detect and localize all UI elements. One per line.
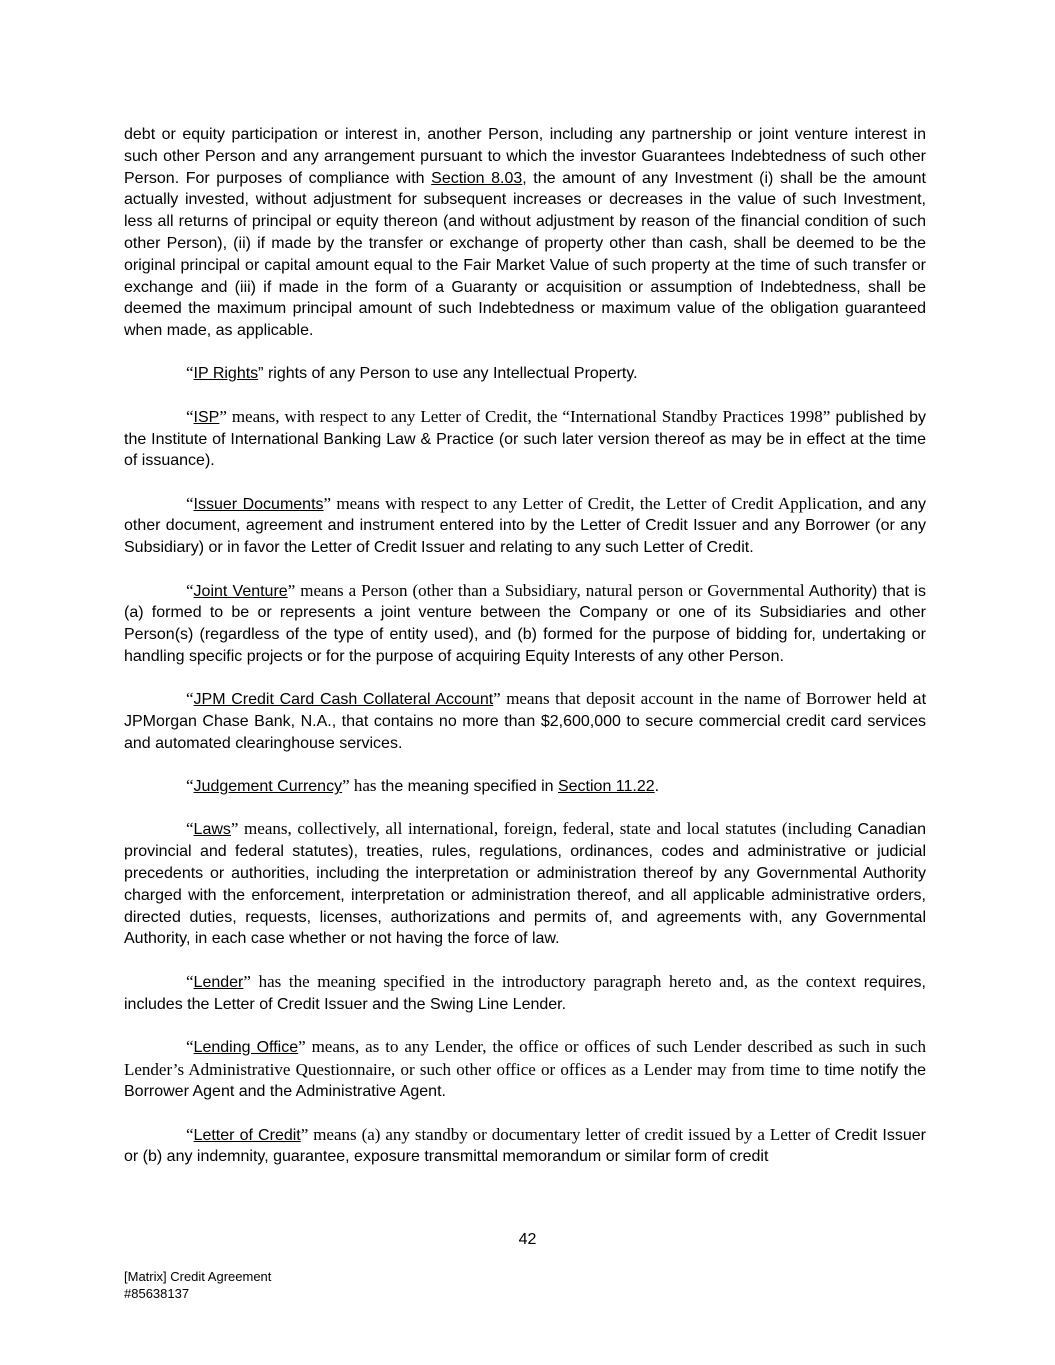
definition-paragraph-issuer-documents (124, 493, 926, 559)
paragraph-text: published by the Institute of International Banking Law & Practice (or such later version thereof as may be in effect at the time of issuance). (124, 408, 926, 470)
defined-term: Letter of Credit (193, 1126, 301, 1144)
definition-paragraph-ip-rights (124, 362, 926, 385)
paragraph-text: “ (186, 776, 194, 796)
paragraph-text: “ (186, 819, 194, 839)
definition-paragraph-lender (124, 971, 926, 1016)
paragraph-text: “ (186, 363, 194, 383)
paragraph-text: “ (186, 580, 194, 600)
paragraph-text: ” means, collectively, all international, foreign, federal, state and local statutes (including (230, 819, 852, 839)
paragraph-text: the meaning specified in (376, 778, 558, 796)
definition-paragraph-laws (124, 818, 926, 950)
definition-paragraph-letter-of-credit (124, 1124, 926, 1169)
paragraph-text: to time notify the Borrower Agent and the Administrative Agent. (124, 1061, 926, 1101)
paragraph-text: “ (186, 971, 194, 991)
paragraph-text: held at JPMorgan Chase Bank, N.A., that contains no more than $2,600,000 to secure commercial credit card services and automated clearinghouse services. (124, 691, 927, 752)
defined-term: Joint Venture (193, 582, 288, 600)
defined-term: Laws (193, 821, 231, 839)
paragraph-text: ” means, as to any Lender, the office or offices of such Lender described as such in such Lender’s Administrative Questionnaire, or such other office or offices as a Lender may from time (124, 1036, 926, 1079)
paragraph-text: ” means with respect to any Letter of Credit, the Letter of Credit Application, (323, 493, 863, 513)
paragraph-text: “ (186, 493, 194, 513)
definition-paragraph-investment-cont (124, 124, 926, 342)
paragraph-text: ” has (342, 776, 377, 796)
footer-document-id: #85638137 (124, 1286, 190, 1301)
definition-paragraph-joint-venture (124, 580, 926, 668)
paragraph-text: ” means (a) any standby or documentary letter of credit issued by a Letter of (300, 1124, 830, 1144)
paragraph-text: Authority) that is (a) formed to be or represents a joint venture between the Company or one of its Subsidiaries and other Person(s) (regardless of the type of entity used), and (b) formed for the purpose of bidding for, undertaking or handling specific projects or for the purpose of acquiring Equity Interests of any other Person. (124, 582, 926, 665)
paragraph-text: “ (186, 406, 194, 426)
footer (124, 1268, 271, 1302)
document-body (124, 124, 926, 1189)
paragraph-text: , the amount of any Investment (i) shall be the amount actually invested, without adjustment for subsequent increases or decreases in the value of such Investment, less all returns of principal or equity thereon (and without adjustment by reason of the financial condition of such other Person), (ii) if made by the transfer or exchange of property other than cash, shall be deemed to be the original principal or capital amount equal to the Fair Market Value of such property at the time of such transfer or exchange and (iii) if made in the form of a Guaranty or acquisition or assumption of Indebtedness, shall be deemed the maximum principal amount of such Indebtedness or maximum value of the obligation guaranteed when made, as applicable. (124, 169, 927, 340)
defined-term: Section 11.22 (557, 778, 655, 796)
defined-term: Judgement Currency (193, 778, 343, 796)
paragraph-text: “ (186, 689, 194, 709)
page-number: 42 (518, 1231, 537, 1248)
paragraph-text: “ (186, 1124, 194, 1144)
definition-paragraph-judgement-currency (124, 775, 926, 798)
paragraph-text: Credit Issuer or (b) any indemnity, guarantee, exposure transmittal memorandum or similar form of credit (124, 1126, 926, 1166)
defined-term: Issuer Documents (193, 495, 324, 513)
paragraph-text: ” rights of any Person to use any Intellectual Property. (258, 365, 638, 383)
definition-paragraph-isp (124, 406, 926, 472)
defined-term: Lending Office (193, 1038, 299, 1056)
defined-term: ISP (193, 408, 220, 426)
paragraph-text: ” has the meaning specified in the introductory paragraph hereto and, as the context (243, 971, 856, 991)
paragraph-text: . (654, 778, 660, 796)
paragraph-text: ” means a Person (other than a Subsidiary, natural person or Governmental (287, 580, 805, 600)
defined-term: JPM Credit Card Cash Collateral Account (193, 691, 494, 709)
footer-document-title: [Matrix] Credit Agreement (124, 1269, 272, 1284)
defined-term: Section 8.03 (431, 169, 523, 187)
paragraph-text: “ (186, 1036, 194, 1056)
defined-term: IP Rights (193, 365, 259, 383)
paragraph-text: requires, includes the Letter of Credit Issuer and the Swing Line Lender. (124, 973, 926, 1013)
paragraph-text: and any other document, agreement and instrument entered into by the Letter of Credit Issuer and any Borrower (or any Subsidiary) or in favor the Letter of Credit Issuer and relating to any such Letter of Credit. (124, 495, 927, 557)
paragraph-text: debt or equity participation or interest in, another Person, including any partnership or joint venture interest in such other Person and any arrangement pursuant to which the investor Guarantees Indebtedness of such other Person. For purposes of compliance with (124, 126, 926, 187)
defined-term: Lender (193, 973, 244, 991)
definition-paragraph-lending-office (124, 1036, 926, 1103)
paragraph-text: Canadian provincial and federal statutes), treaties, rules, regulations, ordinances, codes and administrative or judicial precedents or authorities, including the interpretation or administration thereof by any Governmental Authority charged with the enforcement, interpretation or administration thereof, and all applicable administrative orders, directed duties, requests, licenses, authorizations and permits of, and agreements with, any Governmental Authority, in each case whether or not having the force of law. (124, 821, 926, 948)
paragraph-text: ” means, with respect to any Letter of Credit, the “International Standby Practices 1998” (219, 406, 831, 426)
definition-paragraph-jpm-account (124, 688, 926, 754)
paragraph-text: ” means that deposit account in the name of Borrower (493, 689, 872, 709)
